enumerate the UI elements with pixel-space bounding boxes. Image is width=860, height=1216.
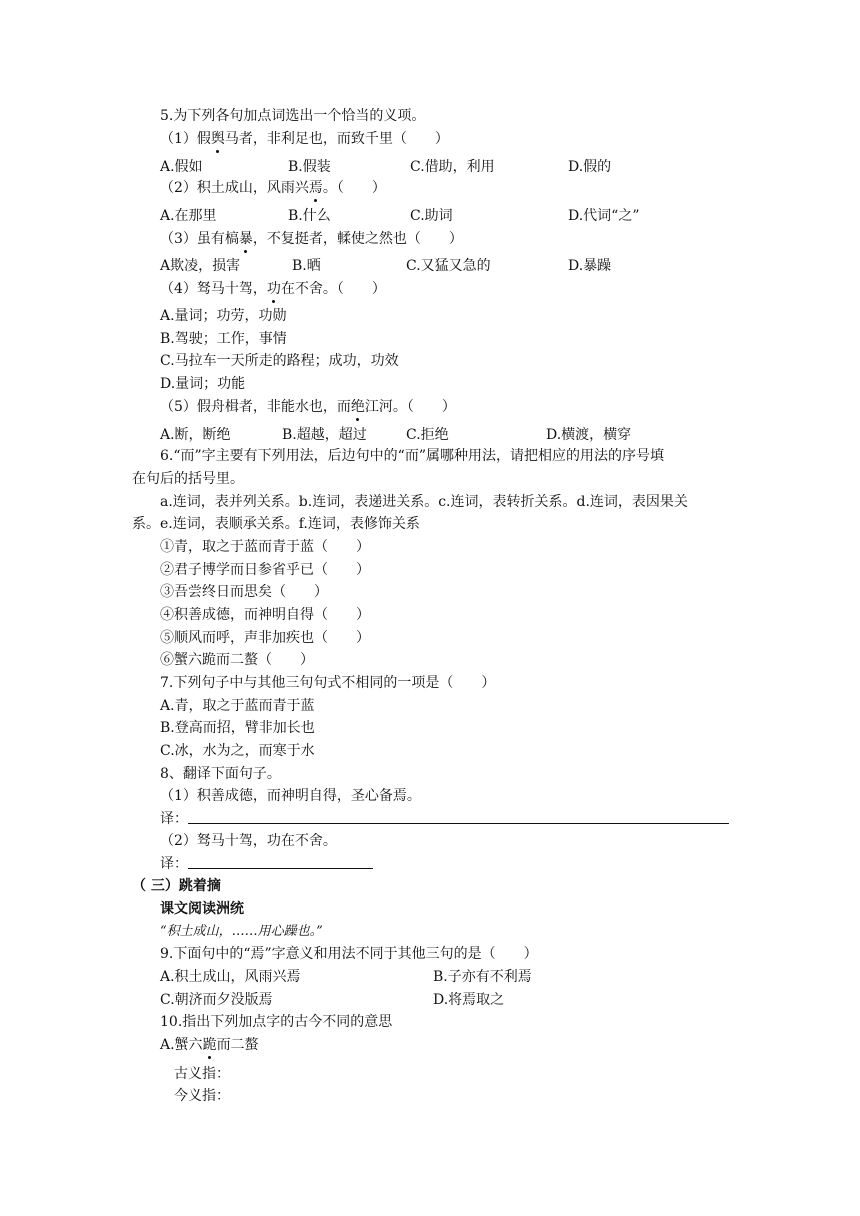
text-segment: 假 xyxy=(196,131,211,147)
q5-3-option-c: C.又猛又急的 xyxy=(406,258,491,274)
q5-5-option-d: D.横渡，横穿 xyxy=(546,427,632,443)
q5-3-option-d: D.暴躁 xyxy=(568,258,612,274)
q5-4-option-a: A.量词；功劳，功勋 xyxy=(160,308,287,324)
q5-2-option-c: C.助词 xyxy=(410,208,453,224)
text-segment: A.蟹六 xyxy=(160,1037,203,1053)
q6-title-line-2: 在句后的括号里。 xyxy=(132,471,244,487)
q5-5-option-a: A.断，断绝 xyxy=(160,427,231,443)
q5-5-option-b: B.超越，超过 xyxy=(282,427,367,443)
dotted-character: 舆 xyxy=(210,131,225,147)
text-segment: （2）积土成山，风雨兴 xyxy=(160,180,309,196)
text-segment: ，不复挺者，輮使之然也（ ） xyxy=(252,231,463,247)
q6-item: ③吾尝终日而思矣（ ） xyxy=(160,584,328,600)
q5-1-option-d: D.假的 xyxy=(568,159,612,175)
q6-item: ⑥蟹六跪而二螯（ ） xyxy=(160,652,314,668)
q9-title: 9.下面句中的“焉”字意义和用法不同于其他三句的是（ ） xyxy=(160,946,538,962)
q5-title: 5.为下列各句加点词选出一个恰当的义项。 xyxy=(160,108,426,124)
q10-item-a xyxy=(160,1035,259,1055)
q5-sentence-5 xyxy=(160,397,456,417)
text-segment: （3）虽有槁 xyxy=(160,231,239,247)
q5-1-option-b: B.假装 xyxy=(288,159,331,175)
q10-ancient-meaning-label: 古义指： xyxy=(174,1066,230,1082)
q6-item: ⑤顺风而呼，声非加疾也（ ） xyxy=(160,630,370,646)
dotted-character: 绝 xyxy=(350,399,365,415)
q8-answer-line-1 xyxy=(188,823,729,824)
dotted-character: 焉 xyxy=(308,180,323,196)
q8-answer-line-2 xyxy=(188,868,373,869)
text-segment: （4）驽马十驾， xyxy=(160,281,267,297)
q6-item: ④积善成德，而神明自得（ ） xyxy=(160,607,370,623)
q5-4-option-c: C.马拉车一天所走的路程；成功，功效 xyxy=(160,353,399,369)
q9-option-a: A.积土成山，风雨兴焉 xyxy=(160,969,301,985)
dotted-character: 暴 xyxy=(238,231,253,247)
text-segment: 江河。（ ） xyxy=(364,399,456,415)
q8-sentence-1: （1）积善成德，而神明自得，圣心备焉。 xyxy=(160,788,421,804)
q6-usage-line-1: a.连词，表并列关系。b.连词，表递进关系。c.连词，表转折关系。d.连词，表因果关 xyxy=(160,494,688,510)
text-segment: 在不舍。（ ） xyxy=(280,281,386,297)
reading-quote: “积土成山，……用心躁也。” xyxy=(160,924,323,939)
q10-title: 10.指出下列加点字的古今不同的意思 xyxy=(160,1014,393,1030)
q5-sentence-2 xyxy=(160,178,386,198)
q9-option-c: C.朝济而夕没版焉 xyxy=(160,992,273,1008)
q10-modern-meaning-label: 今义指： xyxy=(174,1088,230,1104)
text-segment: 而二螯 xyxy=(216,1037,259,1053)
q6-item: ②君子博学而日参省乎已（ ） xyxy=(160,562,370,578)
q5-2-option-b: B.什么 xyxy=(288,208,331,224)
q6-usage-line-2: 系。e.连词，表顺承关系。f.连词，表修饰关系 xyxy=(132,516,420,532)
q8-translation-label-2: 译： xyxy=(160,856,188,872)
q5-4-option-d: D.量词；功能 xyxy=(160,376,246,392)
q5-4-option-b: B.驾驶；工作，事情 xyxy=(160,331,287,347)
q7-option-c: C.冰，水为之，而寒于水 xyxy=(160,743,315,759)
q5-3-option-b: B.晒 xyxy=(292,258,321,274)
text-segment: 马者，非利足也，而致千里（ ） xyxy=(224,131,449,147)
q6-item: ①青，取之于蓝而青于蓝（ ） xyxy=(160,539,370,555)
q5-sentence-4 xyxy=(160,279,386,299)
q5-1-option-c: C.借助，利用 xyxy=(410,159,495,175)
q8-translation-label-1: 译： xyxy=(160,811,188,827)
q5-3-option-a: A欺凌，损害 xyxy=(160,258,241,274)
dotted-character: 跪 xyxy=(202,1037,217,1053)
section-subheading: 课文阅读洲统 xyxy=(160,901,244,917)
q6-title-line-1: 6.“而”字主要有下列用法，后边句中的“而”属哪种用法，请把相应的用法的序号填 xyxy=(160,448,664,464)
text-segment: （1） xyxy=(160,131,197,147)
q7-title: 7.下列句子中与其他三句句式不相同的一项是（ ） xyxy=(160,675,496,691)
q5-sentence-3 xyxy=(160,229,463,249)
section-heading: （ 三）跳着摘 xyxy=(132,878,221,894)
q8-title: 8、翻译下面句子。 xyxy=(160,766,281,782)
q5-2-option-d: D.代词“之” xyxy=(568,208,640,224)
q9-option-b: B.子亦有不利焉 xyxy=(433,969,532,985)
q5-sentence-1 xyxy=(160,129,449,149)
q5-1-option-a: A.假如 xyxy=(160,159,203,175)
dotted-character: 功 xyxy=(266,281,281,297)
text-segment: 。（ ） xyxy=(322,180,386,196)
text-segment: （5）假舟楫者，非能水也，而 xyxy=(160,399,351,415)
q5-5-option-c: C.拒绝 xyxy=(406,427,449,443)
q7-option-b: B.登高而招，臂非加长也 xyxy=(160,720,315,736)
q9-option-d: D.将焉取之 xyxy=(433,992,505,1008)
q7-option-a: A.青，取之于蓝而青于蓝 xyxy=(160,698,315,714)
q8-sentence-2: （2）驽马十驾，功在不舍。 xyxy=(160,833,337,849)
q5-2-option-a: A.在那里 xyxy=(160,208,217,224)
